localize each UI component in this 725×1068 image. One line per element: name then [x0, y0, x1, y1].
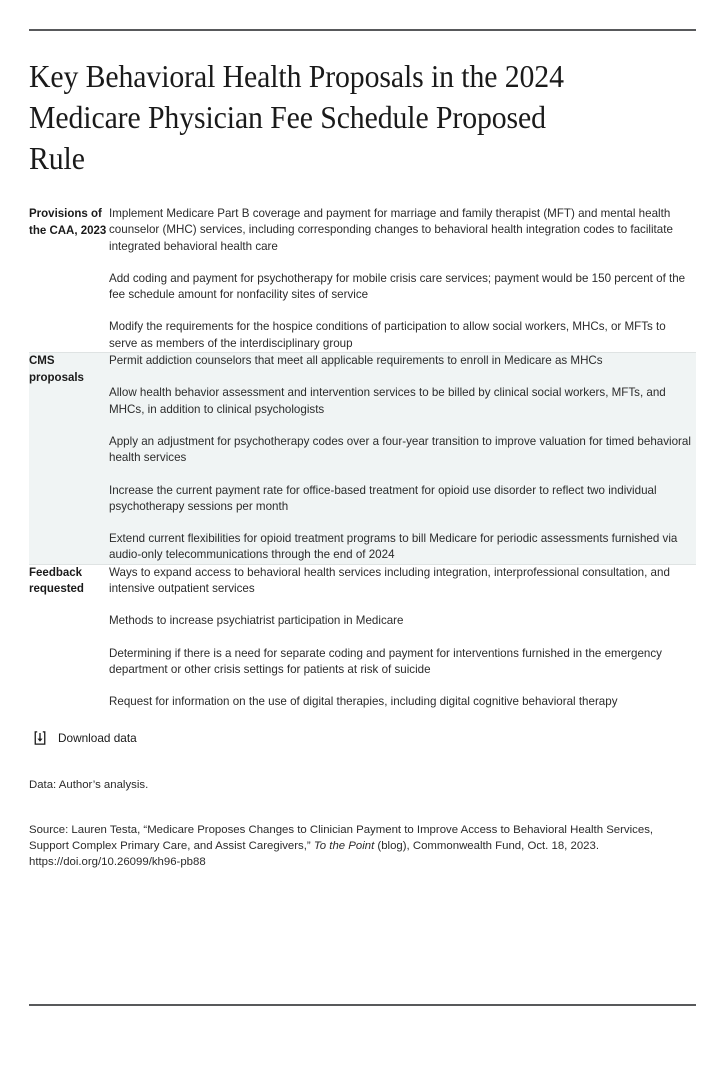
table-row: [29, 353, 696, 564]
row-items: [109, 353, 696, 564]
list-item: Request for information on the use of digital therapies, including digital cognitive behavioral therapy: [109, 695, 618, 709]
row-items: [109, 565, 696, 711]
bottom-rule: [29, 1004, 696, 1006]
list-item: Ways to expand access to behavioral health services including integration, interprofessional consultation, and intensive outpatient services: [109, 565, 670, 596]
list-item: Add coding and payment for psychotherapy for mobile crisis care services; payment would be 150 percent of the fee schedule amount for nonfacility sites of service: [109, 271, 686, 302]
list-item: Apply an adjustment for psychotherapy codes over a four-year transition to improve valuation for timed behavioral health services: [109, 434, 691, 465]
row-label: CMS proposals: [29, 353, 109, 564]
source-note: [29, 822, 674, 870]
list-item: Extend current flexibilities for opioid treatment programs to bill Medicare for periodic assessments furnished via audio-only telecommunications through the end of 2024: [109, 532, 678, 562]
list-item: Determining if there is a need for separate coding and payment for interventions furnished in the emergency department or other crisis settings for patients at risk of suicide: [109, 646, 662, 676]
figure-content: [29, 56, 696, 870]
list-item: Increase the current payment rate for office-based treatment for opioid use disorder to reflect two individual psychotherapy sessions per month: [109, 483, 657, 513]
list-item: Modify the requirements for the hospice conditions of participation to allow social workers, MHCs, or MFTs to serve as members of the interdisciplinary group: [109, 320, 666, 350]
row-label: Feedback requested: [29, 566, 84, 596]
source-publication-title: To the Point: [313, 839, 375, 852]
proposals-table: [29, 206, 696, 711]
row-items: [109, 206, 696, 352]
list-item: Implement Medicare Part B coverage and payment for marriage and family therapist (MFT) and mental health counselor (MHC) services, including corresponding changes to behavioral health integration codes to facilitate integrated behavioral health care: [109, 207, 673, 253]
list-item: Allow health behavior assessment and intervention services to be billed by clinical social workers, MFTs, and MHCs, in addition to clinical psychologists: [109, 386, 666, 416]
table-body: [29, 206, 696, 711]
data-note: Data: Author’s analysis.: [29, 778, 149, 791]
page-title: Key Behavioral Health Proposals in the 2024 Medicare Physician Fee Schedule Proposed Rule: [29, 58, 564, 176]
table-row: [29, 206, 696, 352]
download-data-label: Download data: [58, 730, 137, 745]
source-text-part1: Source: Lauren Testa, “Medicare Proposes Changes to Clinician Payment to Improve Access to Behavioral Health Services, Support Complex Primary Care, and Assist Caregivers,”: [29, 823, 654, 852]
download-data-button[interactable]: [32, 730, 137, 746]
top-rule: [29, 29, 696, 31]
download-icon: [32, 730, 48, 746]
list-item: Methods to increase psychiatrist participation in Medicare: [109, 614, 404, 628]
list-item: Permit addiction counselors that meet all applicable requirements to enroll in Medicare as MHCs: [109, 354, 603, 368]
table-row: [29, 565, 696, 711]
row-label: Provisions of the CAA, 2023: [29, 208, 107, 237]
source-text-part2: (blog), Commonwealth Fund, Oct. 18, 2023. https://doi.org/10.26099/kh96-pb88: [29, 839, 600, 868]
